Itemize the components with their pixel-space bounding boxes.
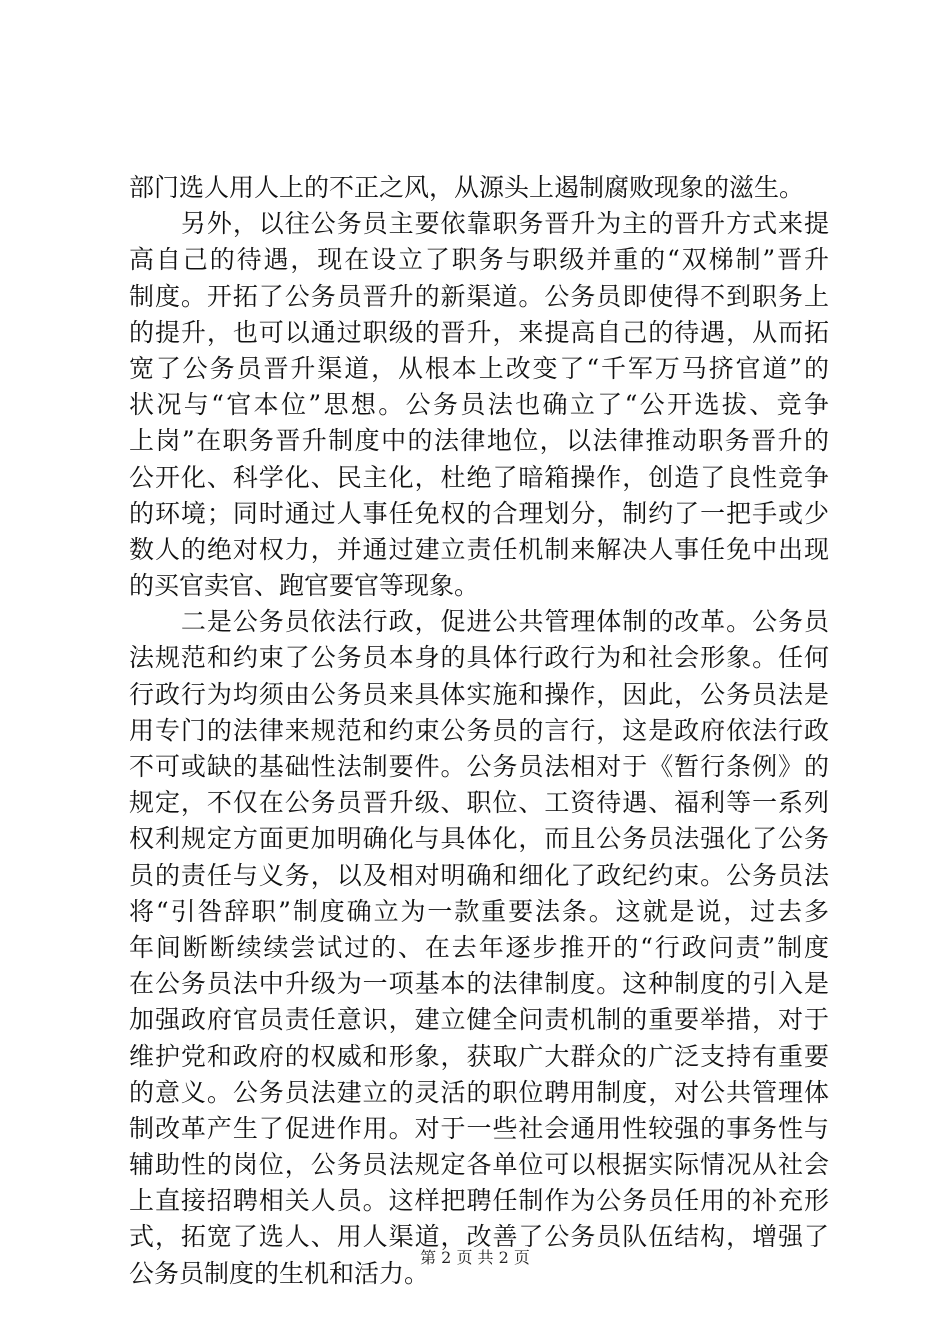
body-text-line: 年间断断续续尝试过的、在去年逐步推开的“行政问责”制度	[129, 932, 829, 962]
body-text-line: 二是公务员依法行政，促进公共管理体制的改革。公务员	[129, 607, 829, 637]
body-text-line: 宽了公务员晋升渠道，从根本上改变了“千军万马挤官道”的	[129, 353, 829, 383]
body-text-line: 制改革产生了促进作用。对于一些社会通用性较强的事务性与	[129, 1113, 829, 1143]
body-text-line: 制度。开拓了公务员晋升的新渠道。公务员即使得不到职务上	[129, 281, 829, 311]
body-text-line: 不可或缺的基础性法制要件。公务员法相对于《暂行条例》的	[129, 752, 829, 781]
body-text-line: 式，拓宽了选人、用人渠道，改善了公务员队伍结构，增强了	[129, 1222, 829, 1252]
body-text-line: 状况与“官本位”思想。公务员法也确立了“公开选拔、竞争	[129, 390, 829, 420]
document-body	[129, 170, 829, 1292]
body-text-line: 将“引咎辞职”制度确立为一款重要法条。这就是说，过去多	[129, 896, 829, 926]
body-text-line: 数人的绝对权力，并通过建立责任机制来解决人事任免中出现	[129, 534, 829, 564]
page-number: 第 2 页 共 2 页	[420, 1248, 530, 1267]
body-text-line: 在公务员法中升级为一项基本的法律制度。这种制度的引入是	[129, 969, 829, 999]
body-text-line: 规定，不仅在公务员晋升级、职位、工资待遇、福利等一系列	[129, 788, 829, 818]
body-text-line: 的环境；同时通过人事任免权的合理划分，制约了一把手或少	[129, 498, 829, 528]
body-text-line: 的提升，也可以通过职级的晋升，来提高自己的待遇，从而拓	[129, 317, 829, 347]
body-text-line: 的意义。公务员法建立的灵活的职位聘用制度，对公共管理体	[129, 1077, 829, 1107]
body-text-line: 上岗”在职务晋升制度中的法律地位，以法律推动职务晋升的	[129, 426, 829, 456]
body-text-line: 行政行为均须由公务员来具体实施和操作，因此，公务员法是	[129, 679, 829, 709]
body-text-line: 的买官卖官、跑官要官等现象。	[129, 571, 480, 601]
body-text-line: 维护党和政府的权威和形象，获取广大群众的广泛支持有重要	[129, 1041, 829, 1071]
body-text-line: 权利规定方面更加明确化与具体化，而且公务员法强化了公务	[129, 824, 829, 854]
body-text-line: 辅助性的岗位，公务员法规定各单位可以根据实际情况从社会	[129, 1150, 829, 1180]
body-text-line: 公开化、科学化、民主化，杜绝了暗箱操作，创造了良性竞争	[129, 462, 829, 492]
body-text-line: 公务员制度的生机和活力。	[129, 1258, 430, 1288]
body-text-line: 用专门的法律来规范和约束公务员的言行，这是政府依法行政	[129, 715, 829, 745]
body-text-line: 部门选人用人上的不正之风，从源头上遏制腐败现象的滋生。	[129, 173, 805, 202]
body-text-line: 加强政府官员责任意识，建立健全问责机制的重要举措，对于	[129, 1005, 829, 1035]
body-text-line: 高自己的待遇，现在设立了职务与职级并重的“双梯制”晋升	[129, 245, 829, 275]
body-text-line: 另外，以往公务员主要依靠职务晋升为主的晋升方式来提	[129, 209, 829, 239]
body-text-line: 法规范和约束了公务员本身的具体行政行为和社会形象。任何	[129, 643, 829, 673]
body-text-line: 员的责任与义务，以及相对明确和细化了政纪约束。公务员法	[129, 860, 829, 890]
body-text-line: 上直接招聘相关人员。这样把聘任制作为公务员任用的补充形	[129, 1186, 829, 1216]
